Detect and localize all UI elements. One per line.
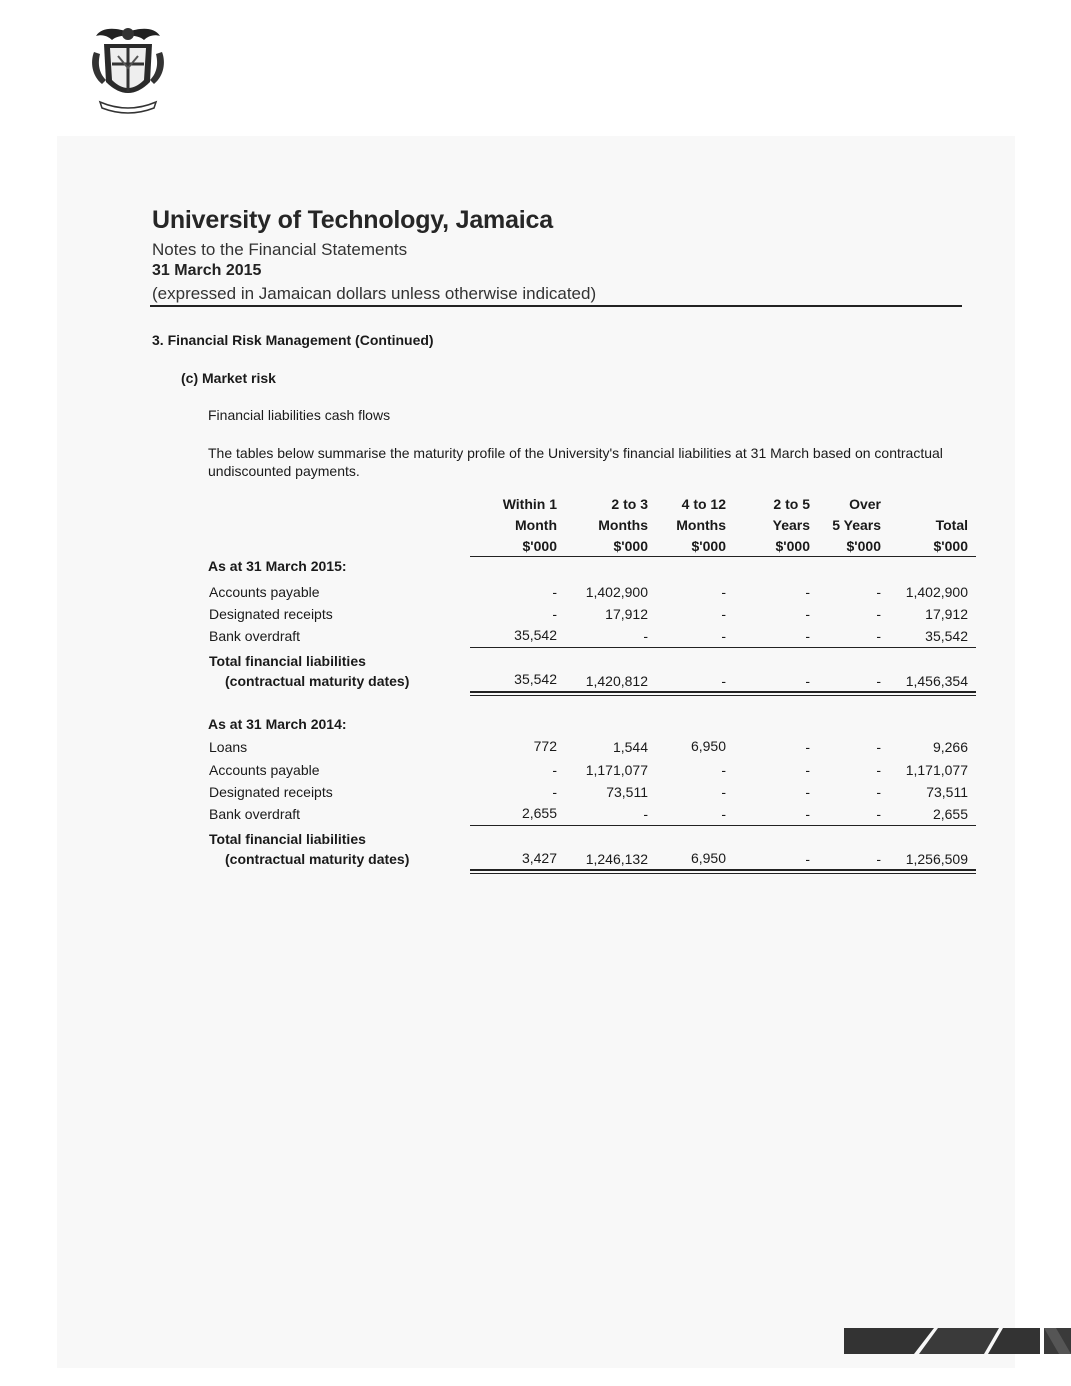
table-cell: -: [643, 806, 648, 822]
column-header-within-1-month: Within 1 Month $'000: [502, 496, 557, 554]
row-label: Designated receipts: [209, 606, 333, 622]
total-rule-2015-lower: [470, 695, 976, 696]
table-cell: 73,511: [606, 784, 648, 800]
block-heading-2014: As at 31 March 2014:: [208, 716, 347, 732]
total-label-sub: (contractual maturity dates): [225, 851, 410, 867]
row-label: Loans: [209, 739, 248, 755]
table-cell: -: [721, 762, 726, 778]
table-cell: 35,542: [925, 628, 968, 644]
total-cell: 35,542: [514, 671, 557, 687]
column-header-4-to-12-months: 4 to 12 Months $'000: [676, 496, 726, 554]
table-cell: 1,402,900: [585, 584, 648, 600]
table-cell: -: [721, 806, 726, 822]
table-cell: 1,544: [612, 739, 648, 755]
table-cell: -: [876, 784, 881, 800]
table-cell: 1,171,077: [585, 762, 648, 778]
table-cell: 2,655: [521, 805, 557, 821]
table-cell: -: [721, 628, 726, 644]
total-cell: 6,950: [690, 850, 726, 866]
table-cell: 9,266: [932, 739, 968, 755]
table-cell: -: [876, 628, 881, 644]
total-rule-2014-lower: [470, 873, 976, 874]
column-header-2-to-3-months: 2 to 3 Months $'000: [598, 496, 648, 554]
block-heading-2015: As at 31 March 2015:: [208, 558, 347, 574]
statement-date: 31 March 2015: [152, 262, 262, 279]
column-header-total: Total $'000: [933, 517, 968, 554]
row-label: Bank overdraft: [209, 628, 301, 644]
table-cell: 73,511: [926, 784, 968, 800]
subtotal-rule-2015: [470, 647, 976, 648]
total-cell: -: [721, 673, 726, 689]
total-cell: -: [805, 673, 810, 689]
total-label-sub: (contractual maturity dates): [225, 673, 410, 689]
column-header-over-5-years: Over 5 Years $'000: [832, 496, 881, 554]
table-cell: 17,912: [925, 606, 968, 622]
table-cell: -: [552, 606, 557, 622]
table-cell: -: [805, 762, 810, 778]
org-title: University of Technology, Jamaica: [152, 206, 553, 234]
table-cell: -: [721, 784, 726, 800]
total-label: Total financial liabilities: [209, 831, 366, 847]
row-label: Bank overdraft: [209, 806, 301, 822]
table-cell: 2,655: [932, 806, 968, 822]
total-label: Total financial liabilities: [209, 653, 366, 669]
table-cell: -: [805, 628, 810, 644]
currency-note: (expressed in Jamaican dollars unless otherwise indicated): [152, 284, 597, 303]
table-cell: -: [876, 606, 881, 622]
total-cell: 3,427: [521, 850, 557, 866]
table-cell: -: [805, 606, 810, 622]
table-cell: -: [552, 784, 557, 800]
table-cell: -: [805, 584, 810, 600]
brand-bar-icon: [844, 1328, 1071, 1354]
table-cell: -: [805, 739, 810, 755]
table-cell: -: [876, 739, 881, 755]
table-cell: -: [876, 762, 881, 778]
table-cell: 17,912: [605, 606, 648, 622]
subsection-heading: (c) Market risk: [181, 370, 276, 386]
row-label: Accounts payable: [209, 762, 320, 778]
table-cell: -: [876, 584, 881, 600]
table-cell: -: [552, 584, 557, 600]
table-cell: 35,542: [514, 627, 557, 643]
total-cell: 1,246,132: [585, 851, 648, 867]
document-subtitle: Notes to the Financial Statements: [152, 240, 408, 259]
total-cell: -: [805, 851, 810, 867]
table-cell: -: [876, 806, 881, 822]
total-cell: -: [876, 851, 881, 867]
total-rule-2014-upper: [470, 869, 976, 871]
subtotal-rule-2014: [470, 825, 976, 826]
total-cell: 1,420,812: [585, 673, 648, 689]
table-cell: -: [805, 784, 810, 800]
total-cell: 1,456,354: [905, 673, 968, 689]
row-label: Accounts payable: [209, 584, 320, 600]
note-heading: 3. Financial Risk Management (Continued): [152, 332, 434, 348]
total-cell: -: [876, 673, 881, 689]
table-cell: 1,402,900: [905, 584, 968, 600]
column-header-2-to-5-years: 2 to 5 Years $'000: [772, 496, 810, 554]
section-caption: Financial liabilities cash flows: [208, 407, 391, 423]
table-cell: 1,171,077: [905, 762, 968, 778]
table-cell: -: [643, 628, 648, 644]
table-cell: -: [805, 806, 810, 822]
table-cell: -: [552, 762, 557, 778]
university-crest-icon: [88, 22, 168, 118]
header-rule: [150, 305, 962, 307]
table-cell: -: [721, 584, 726, 600]
section-description: The tables below summarise the maturity profile of the University's financial liabilities at 31 March based on contractual undiscounted payments.: [208, 445, 943, 479]
header-underline: [470, 556, 976, 557]
total-rule-2015-upper: [470, 691, 976, 693]
row-label: Designated receipts: [209, 784, 333, 800]
table-cell: 772: [533, 738, 557, 754]
total-cell: 1,256,509: [905, 851, 968, 867]
table-cell: -: [721, 606, 726, 622]
table-cell: 6,950: [690, 738, 726, 754]
